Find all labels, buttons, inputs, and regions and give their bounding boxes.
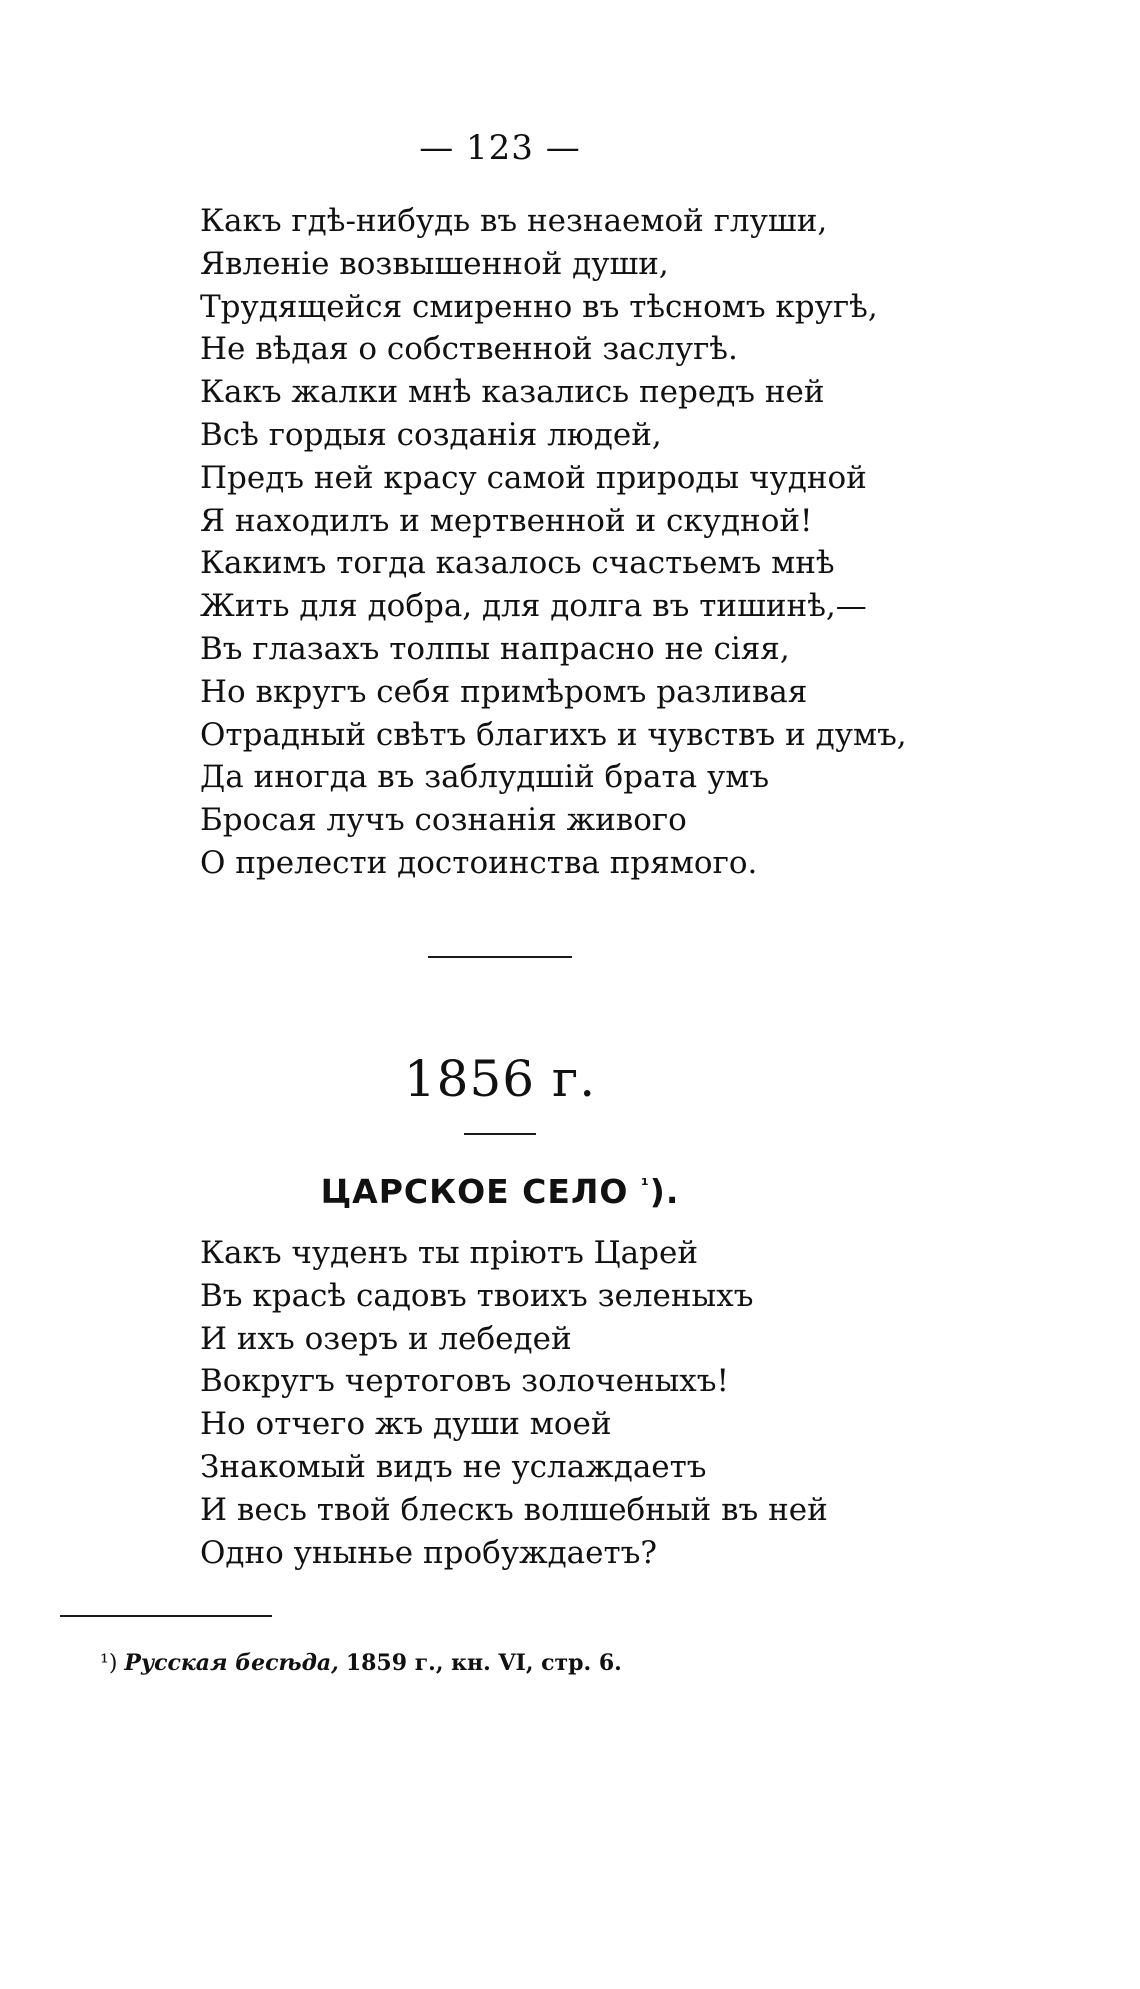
verse-line: Какъ гдѣ-нибудь въ незнаемой глуши, xyxy=(200,203,828,239)
poem-tsarskoe-selo xyxy=(200,1232,828,1574)
poem-title xyxy=(0,1172,1000,1211)
verse-line: Какъ чуденъ ты пріютъ Царей xyxy=(200,1235,699,1271)
verse-line: Но отчего жъ души моей xyxy=(200,1406,612,1443)
verse-line: И ихъ озеръ и лебедей xyxy=(200,1320,572,1357)
verse-line: Одно унынье пробуждаетъ? xyxy=(200,1534,657,1571)
poem-title-text: ЦАРСКОЕ СЕЛО xyxy=(320,1172,629,1211)
footnote xyxy=(100,1650,622,1676)
verse-line: Я находилъ и мертвенной и скудной! xyxy=(200,502,813,539)
verse-line: Не вѣдая о собственной заслугѣ. xyxy=(200,331,738,368)
verse-line: Предъ ней красу самой природы чудной xyxy=(200,459,867,496)
page-number: — 123 — xyxy=(419,128,581,168)
footnote-reference: ¹ xyxy=(640,1175,650,1196)
poem-title-closing: ). xyxy=(649,1172,680,1211)
verse-line: О прелести достоинства прямого. xyxy=(200,844,758,881)
verse-line: Трудящейся смиренно въ тѣсномъ кругѣ, xyxy=(200,288,878,325)
verse-line: Вокругъ чертоговъ золоченыхъ! xyxy=(200,1363,729,1400)
section-divider xyxy=(428,956,572,958)
poem-continued xyxy=(200,200,907,885)
footnote-mark: ¹) xyxy=(100,1651,118,1676)
footnote-divider xyxy=(60,1615,272,1617)
heading-divider xyxy=(464,1133,536,1135)
footnote-source-details: 1859 г., кн. VI, стр. 6. xyxy=(345,1650,622,1676)
footnote-source-title: Русская бесѣда, xyxy=(124,1650,339,1676)
verse-line: Всѣ гордыя созданія людей, xyxy=(200,416,662,453)
verse-line: Да иногда въ заблудшій брата умъ xyxy=(200,759,770,796)
verse-line: Отрадный свѣтъ благихъ и чувствъ и думъ, xyxy=(200,716,907,753)
verse-line: Въ глазахъ толпы напрасно не сіяя, xyxy=(200,630,790,667)
verse-line: И весь твой блескъ волшебный въ ней xyxy=(200,1491,828,1528)
verse-line: Явленіе возвышенной души, xyxy=(200,245,669,282)
year-heading: 1856 г. xyxy=(403,1050,597,1108)
verse-line: Въ красѣ садовъ твоихъ зеленыхъ xyxy=(200,1277,754,1314)
verse-line: Какимъ тогда казалось счастьемъ мнѣ xyxy=(200,545,835,582)
verse-line: Но вкругъ себя примѣромъ разливая xyxy=(200,673,808,710)
verse-line: Жить для добра, для долга въ тишинѣ,— xyxy=(200,588,867,625)
verse-line: Знакомый видъ не услаждаетъ xyxy=(200,1448,707,1485)
verse-line: Какъ жалки мнѣ казались передъ ней xyxy=(200,374,825,411)
verse-line: Бросая лучъ сознанія живого xyxy=(200,802,687,839)
